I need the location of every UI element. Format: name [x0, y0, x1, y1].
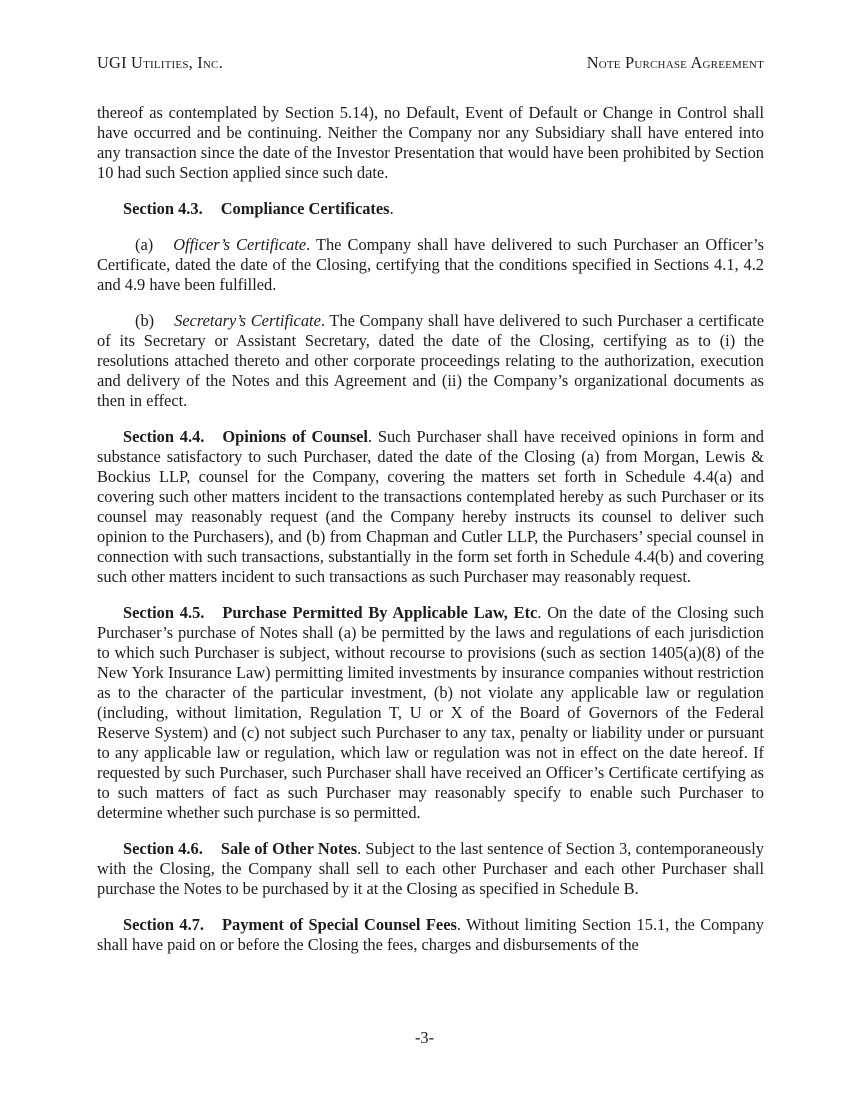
subsection-4-3-b-text: . The Company shall have delivered to such Purchaser a certificate of its Secretary or Assistant Secretary, dated the date of the Closing, certifying as to (i) the resolutions attached thereto and other corporate proceedings relating to the authorization, execution and delivery of the Notes and this Agreement and (ii) the Company’s organizational documents as then in effect.: [97, 311, 764, 410]
section-4-7-text: . Without limiting Section 15.1, the Company shall have paid on or before the Closing the fees, charges and disbursements of the: [97, 915, 764, 954]
section-4-6-title: Sale of Other Notes: [220, 839, 358, 858]
document-header: [97, 53, 764, 73]
section-4-4-paragraph: [97, 427, 764, 587]
section-4-6-number: Section 4.6.: [123, 839, 203, 858]
section-4-5-paragraph: [97, 603, 764, 823]
section-4-4-number: Section 4.4.: [123, 427, 205, 446]
header-company-name: UGI Utilities, Inc.: [97, 53, 223, 72]
section-4-5-title: Purchase Permitted By Applicable Law, Etc: [222, 603, 538, 622]
section-4-3-title: Compliance Certificates: [220, 199, 390, 218]
section-4-3-heading: [97, 199, 764, 219]
section-4-3-number: Section 4.3.: [123, 199, 203, 218]
subsection-4-3-b: [97, 311, 764, 411]
section-4-4-text: . Such Purchaser shall have received opinions in form and substance satisfactory to such Purchaser, dated the date of the Closing (a) from Morgan, Lewis & Bockius LLP, counsel for the Company, covering the matters set forth in Schedule 4.4(a) and covering such other matters incident to the transactions contemplated hereby as such Purchaser or its counsel may reasonably request (and the Company hereby instructs its counsel to deliver such opinion to the Purchasers), and (b) from Chapman and Cutler LLP, the Purchasers’ special counsel in connection with such transactions, substantially in the form set forth in Schedule 4.4(b) and covering such other matters incident to such transactions as such Purchaser may reasonably request.: [97, 427, 764, 586]
subsection-4-3-a: [97, 235, 764, 295]
page-footer: [0, 1028, 849, 1048]
subsection-4-3-b-leadin: Secretary’s Certificate: [174, 311, 321, 330]
subsection-4-3-a-text: . The Company shall have delivered to such Purchaser an Officer’s Certificate, dated the date of the Closing, certifying that the conditions specified in Sections 4.1, 4.2 and 4.9 have been fulfilled.: [97, 235, 764, 294]
page-number: -3-: [414, 1028, 435, 1047]
subsection-4-3-b-label: (b): [135, 311, 155, 330]
section-4-4-title: Opinions of Counsel: [222, 427, 368, 446]
section-4-7-title: Payment of Special Counsel Fees: [222, 915, 457, 934]
section-4-5-text: . On the date of the Closing such Purchaser’s purchase of Notes shall (a) be permitted by the laws and regulations of each jurisdiction to which such Purchaser is subject, without recourse to provisions (such as section 1405(a)(8) of the New York Insurance Law) permitting limited investments by insurance companies without restriction as to the character of the particular investment, (b) not violate any applicable law or regulation (including, without limitation, Regulation T, U or X of the Board of Governors of the Federal Reserve System) and (c) not subject such Purchaser to any tax, penalty or liability under or pursuant to any applicable law or regulation, which law or regulation was not in effect on the date hereof. If requested by such Purchaser, such Purchaser shall have received an Officer’s Certificate certifying as to such matters of fact as such Purchaser may reasonably specify to enable such Purchaser to determine whether such purchase is so permitted.: [97, 603, 764, 822]
subsection-4-3-a-leadin: Officer’s Certificate: [173, 235, 307, 254]
paragraph-continuation-text: thereof as contemplated by Section 5.14), no Default, Event of Default or Change in Control shall have occurred and be continuing. Neither the Company nor any Subsidiary shall have entered into any transaction since the date of the Investor Presentation that would have been prohibited by Section 10 had such Section applied since such date.: [97, 103, 764, 182]
header-document-title: Note Purchase Agreement: [586, 53, 764, 72]
subsection-4-3-a-label: (a): [135, 235, 154, 254]
section-4-3-after-title: .: [389, 199, 394, 218]
paragraph-continuation: [97, 103, 764, 183]
section-4-7-paragraph: [97, 915, 764, 955]
section-4-7-number: Section 4.7.: [123, 915, 205, 934]
section-4-6-paragraph: [97, 839, 764, 899]
document-text-block: [97, 53, 764, 955]
section-4-5-number: Section 4.5.: [123, 603, 205, 622]
section-4-6-text: . Subject to the last sentence of Section 3, contemporaneously with the Closing, the Company shall sell to each other Purchaser and each other Purchaser shall purchase the Notes to be purchased by it at the Closing as specified in Schedule B.: [97, 839, 764, 898]
